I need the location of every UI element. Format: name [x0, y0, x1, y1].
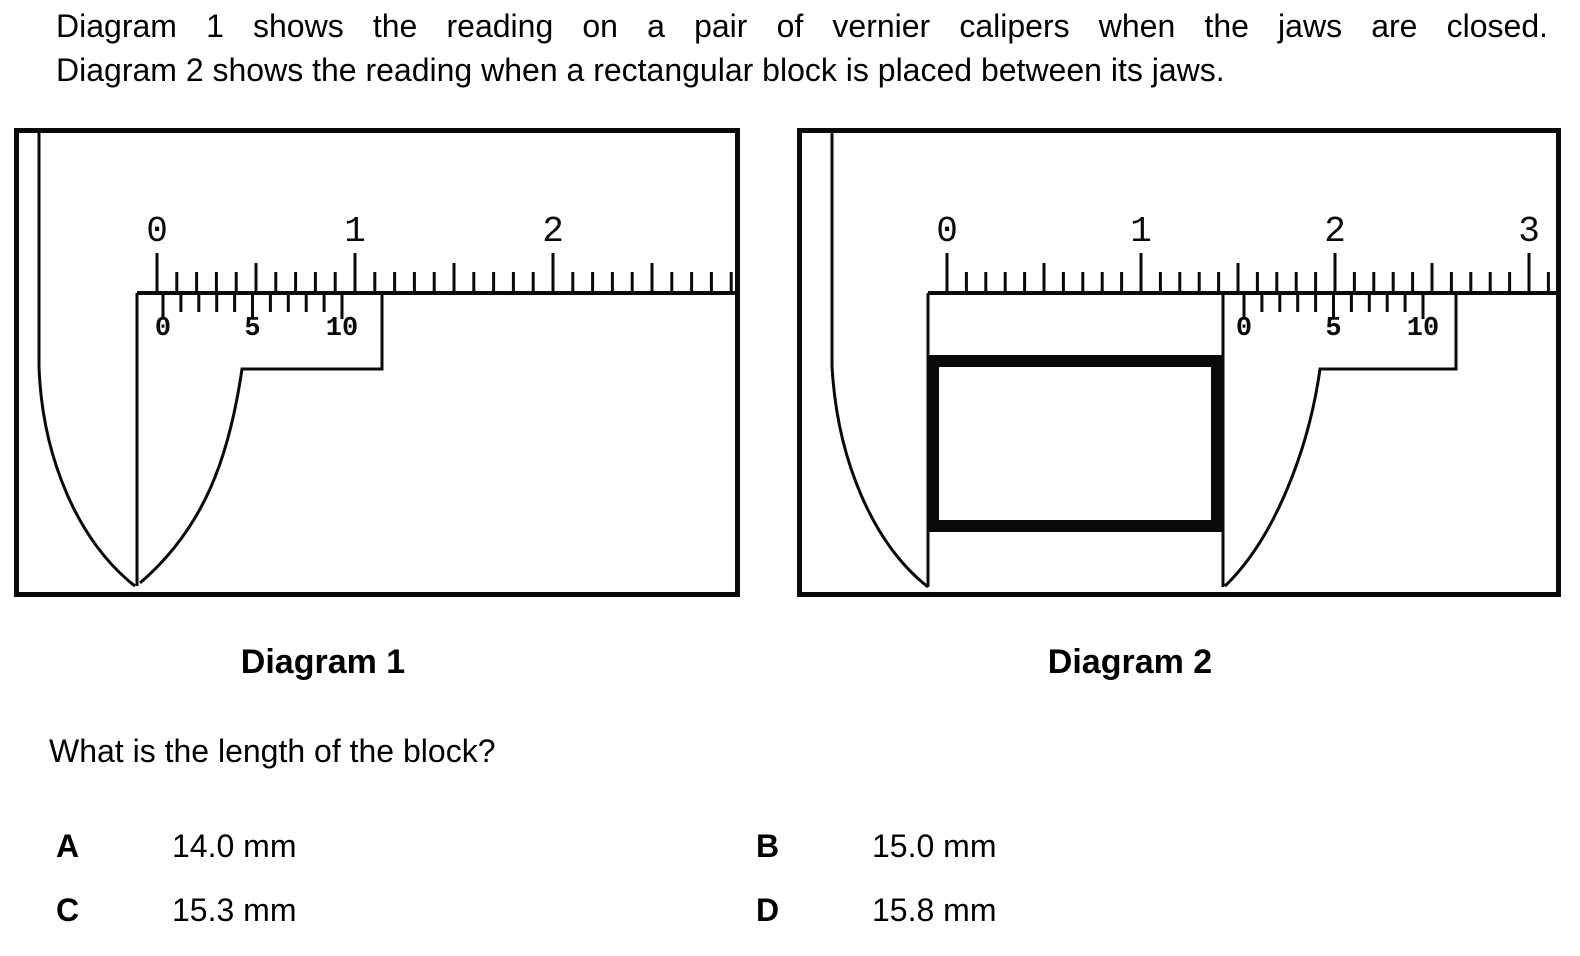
- diagram1-figure: [14, 128, 740, 597]
- main-scale-number: 1: [344, 211, 366, 252]
- vernier-scale-number: 0: [154, 314, 172, 344]
- main-scale-number: 3: [1518, 211, 1540, 252]
- diagram2-figure: [797, 128, 1561, 597]
- main-scale-number: 0: [146, 211, 168, 252]
- main-scale-number: 1: [1130, 211, 1152, 252]
- option-d-letter: D: [756, 892, 780, 928]
- main-scale-number: 2: [1324, 211, 1346, 252]
- intro-line-1: Diagram 1 shows the reading on a pair of vernier calipers when the jaws are closed.: [56, 8, 1548, 44]
- intro-line-2: Diagram 2 shows the reading when a rectangular block is placed between its jaws.: [56, 52, 1225, 88]
- diagram2-panel: [797, 128, 1561, 597]
- option-c-value: 15.3 mm: [172, 892, 297, 928]
- vernier-scale-number: 10: [1406, 314, 1440, 344]
- vernier-scale-number: 10: [325, 314, 359, 344]
- option-a-value: 14.0 mm: [172, 828, 297, 864]
- option-b-letter: B: [756, 828, 780, 864]
- diagram2-caption: Diagram 2: [1047, 643, 1213, 681]
- main-scale-number: 2: [542, 211, 564, 252]
- option-d-value: 15.8 mm: [872, 892, 997, 928]
- vernier-scale-number: 5: [244, 314, 261, 344]
- diagram1-panel: [14, 128, 740, 597]
- vernier-scale-number: 5: [1325, 314, 1342, 344]
- option-c-letter: C: [56, 892, 80, 928]
- main-scale-number: 0: [936, 211, 958, 252]
- intro-paragraph: [56, 4, 1548, 92]
- rectangular-block: [933, 361, 1217, 526]
- vernier-scale-number: 0: [1235, 314, 1253, 344]
- option-a-letter: A: [56, 828, 80, 864]
- fixed-jaw-outline: [832, 130, 928, 587]
- question-text: What is the length of the block?: [49, 733, 496, 769]
- fixed-jaw-outline: [39, 130, 135, 586]
- option-b-value: 15.0 mm: [872, 828, 997, 864]
- diagram1-scales: [146, 211, 731, 344]
- diagram1-caption: Diagram 1: [240, 643, 406, 681]
- diagram1-border: [17, 131, 738, 595]
